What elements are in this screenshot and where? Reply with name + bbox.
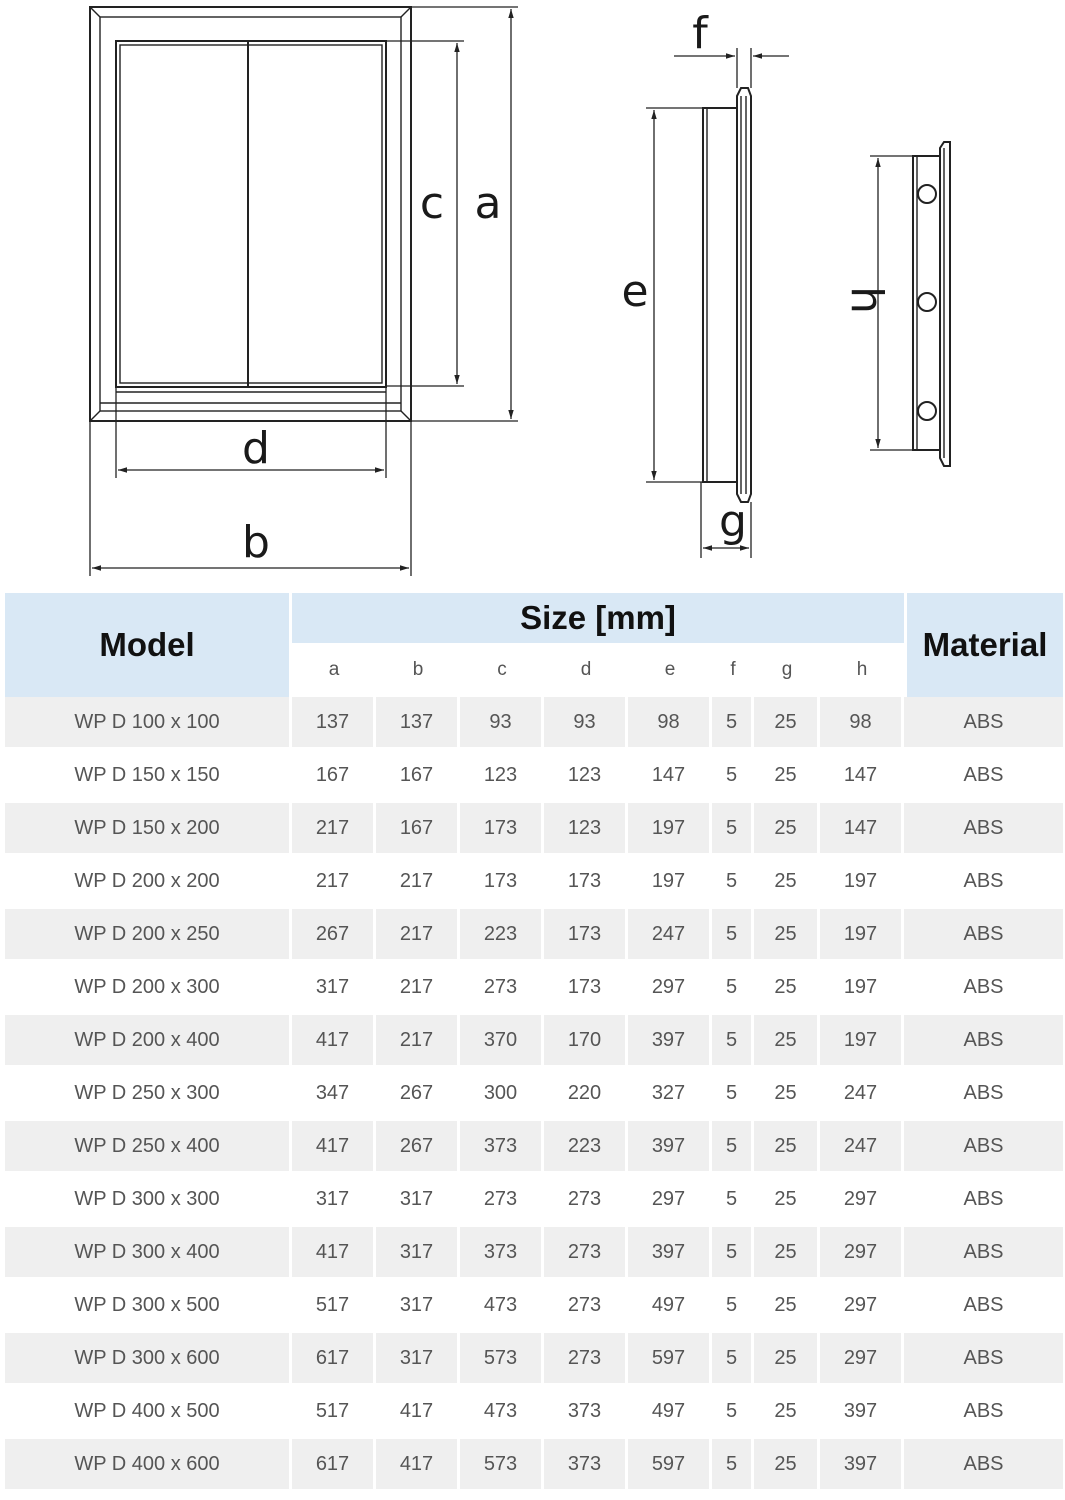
value-cell-d: 373 xyxy=(544,1386,628,1439)
label-a: a xyxy=(474,178,502,229)
table-row xyxy=(5,803,1063,856)
value-cell-f: 5 xyxy=(712,1386,754,1439)
value-cell-a: 417 xyxy=(292,1227,376,1280)
value-cell-b: 137 xyxy=(376,697,460,750)
value-cell-b: 217 xyxy=(376,856,460,909)
value-cell-f: 5 xyxy=(712,856,754,909)
value-cell-e: 397 xyxy=(628,1015,712,1068)
value-cell-c: 173 xyxy=(460,803,544,856)
value-cell-c: 370 xyxy=(460,1015,544,1068)
dim-header-a: a xyxy=(292,643,376,697)
model-cell: WP D 150 x 150 xyxy=(5,750,292,803)
value-cell-e: 297 xyxy=(628,1174,712,1227)
label-b: b xyxy=(242,517,270,568)
value-cell-a: 167 xyxy=(292,750,376,803)
value-cell-c: 273 xyxy=(460,962,544,1015)
value-cell-f: 5 xyxy=(712,803,754,856)
model-cell: WP D 300 x 300 xyxy=(5,1174,292,1227)
label-e: e xyxy=(621,266,649,317)
table-row xyxy=(5,750,1063,803)
value-cell-d: 170 xyxy=(544,1015,628,1068)
value-cell-b: 417 xyxy=(376,1439,460,1492)
model-cell: WP D 400 x 500 xyxy=(5,1386,292,1439)
value-cell-c: 473 xyxy=(460,1280,544,1333)
value-cell-d: 173 xyxy=(544,909,628,962)
model-cell: WP D 100 x 100 xyxy=(5,697,292,750)
model-cell: WP D 300 x 600 xyxy=(5,1333,292,1386)
label-h: h xyxy=(841,286,892,314)
material-cell: ABS xyxy=(904,962,1063,1015)
value-cell-c: 373 xyxy=(460,1227,544,1280)
dimension-h xyxy=(841,156,913,450)
table-row xyxy=(5,1174,1063,1227)
dim-header-b: b xyxy=(376,643,460,697)
value-cell-f: 5 xyxy=(712,1280,754,1333)
table-row xyxy=(5,1280,1063,1333)
value-cell-g: 25 xyxy=(754,856,820,909)
value-cell-d: 173 xyxy=(544,856,628,909)
value-cell-d: 273 xyxy=(544,1280,628,1333)
value-cell-g: 25 xyxy=(754,697,820,750)
table-row xyxy=(5,856,1063,909)
value-cell-c: 473 xyxy=(460,1386,544,1439)
dimension-c xyxy=(386,41,464,386)
dim-header-d: d xyxy=(544,643,628,697)
technical-drawing xyxy=(0,0,1065,590)
value-cell-g: 25 xyxy=(754,962,820,1015)
value-cell-c: 223 xyxy=(460,909,544,962)
table-row xyxy=(5,909,1063,962)
value-cell-g: 25 xyxy=(754,1068,820,1121)
value-cell-f: 5 xyxy=(712,909,754,962)
model-cell: WP D 300 x 400 xyxy=(5,1227,292,1280)
value-cell-e: 197 xyxy=(628,856,712,909)
value-cell-a: 617 xyxy=(292,1439,376,1492)
material-cell: ABS xyxy=(904,1280,1063,1333)
value-cell-e: 597 xyxy=(628,1333,712,1386)
value-cell-h: 297 xyxy=(820,1280,904,1333)
model-cell: WP D 400 x 600 xyxy=(5,1439,292,1492)
front-view xyxy=(90,7,411,421)
model-cell: WP D 200 x 250 xyxy=(5,909,292,962)
label-g: g xyxy=(719,496,747,547)
value-cell-f: 5 xyxy=(712,1068,754,1121)
model-cell: WP D 200 x 300 xyxy=(5,962,292,1015)
material-cell: ABS xyxy=(904,1386,1063,1439)
value-cell-c: 173 xyxy=(460,856,544,909)
value-cell-f: 5 xyxy=(712,1227,754,1280)
value-cell-b: 167 xyxy=(376,803,460,856)
material-cell: ABS xyxy=(904,803,1063,856)
value-cell-c: 123 xyxy=(460,750,544,803)
value-cell-c: 573 xyxy=(460,1333,544,1386)
value-cell-c: 573 xyxy=(460,1439,544,1492)
value-cell-h: 297 xyxy=(820,1174,904,1227)
dim-header-h: h xyxy=(820,643,904,697)
value-cell-h: 397 xyxy=(820,1439,904,1492)
value-cell-e: 397 xyxy=(628,1227,712,1280)
value-cell-h: 98 xyxy=(820,697,904,750)
value-cell-h: 147 xyxy=(820,803,904,856)
value-cell-g: 25 xyxy=(754,1280,820,1333)
value-cell-e: 197 xyxy=(628,803,712,856)
value-cell-d: 273 xyxy=(544,1174,628,1227)
value-cell-e: 497 xyxy=(628,1280,712,1333)
value-cell-b: 167 xyxy=(376,750,460,803)
value-cell-b: 267 xyxy=(376,1068,460,1121)
value-cell-e: 597 xyxy=(628,1439,712,1492)
value-cell-c: 93 xyxy=(460,697,544,750)
value-cell-b: 317 xyxy=(376,1227,460,1280)
value-cell-g: 25 xyxy=(754,803,820,856)
value-cell-h: 197 xyxy=(820,962,904,1015)
value-cell-f: 5 xyxy=(712,1439,754,1492)
value-cell-a: 317 xyxy=(292,1174,376,1227)
dimension-d xyxy=(116,387,386,478)
value-cell-g: 25 xyxy=(754,1333,820,1386)
value-cell-g: 25 xyxy=(754,1227,820,1280)
material-cell: ABS xyxy=(904,1439,1063,1492)
value-cell-g: 25 xyxy=(754,1121,820,1174)
table-row xyxy=(5,1333,1063,1386)
material-cell: ABS xyxy=(904,1174,1063,1227)
value-cell-f: 5 xyxy=(712,1333,754,1386)
value-cell-f: 5 xyxy=(712,1174,754,1227)
value-cell-h: 147 xyxy=(820,750,904,803)
material-cell: ABS xyxy=(904,856,1063,909)
model-cell: WP D 300 x 500 xyxy=(5,1280,292,1333)
value-cell-d: 223 xyxy=(544,1121,628,1174)
value-cell-b: 217 xyxy=(376,909,460,962)
spec-table-body xyxy=(5,697,1063,1492)
value-cell-a: 267 xyxy=(292,909,376,962)
section-view xyxy=(913,142,950,466)
value-cell-b: 317 xyxy=(376,1280,460,1333)
value-cell-d: 273 xyxy=(544,1333,628,1386)
label-f: f xyxy=(692,8,708,59)
label-c: c xyxy=(419,178,445,229)
value-cell-f: 5 xyxy=(712,1121,754,1174)
value-cell-e: 98 xyxy=(628,697,712,750)
model-cell: WP D 200 x 400 xyxy=(5,1015,292,1068)
material-cell: ABS xyxy=(904,1121,1063,1174)
value-cell-g: 25 xyxy=(754,1174,820,1227)
table-row xyxy=(5,1068,1063,1121)
model-cell: WP D 150 x 200 xyxy=(5,803,292,856)
label-d: d xyxy=(242,423,270,474)
value-cell-b: 267 xyxy=(376,1121,460,1174)
value-cell-d: 93 xyxy=(544,697,628,750)
material-cell: ABS xyxy=(904,1333,1063,1386)
dimension-g xyxy=(701,482,751,558)
material-cell: ABS xyxy=(904,1068,1063,1121)
value-cell-h: 297 xyxy=(820,1333,904,1386)
value-cell-e: 147 xyxy=(628,750,712,803)
material-cell: ABS xyxy=(904,1015,1063,1068)
value-cell-h: 197 xyxy=(820,856,904,909)
value-cell-d: 173 xyxy=(544,962,628,1015)
material-cell: ABS xyxy=(904,750,1063,803)
table-row xyxy=(5,1439,1063,1492)
value-cell-a: 217 xyxy=(292,803,376,856)
material-cell: ABS xyxy=(904,1227,1063,1280)
spec-table xyxy=(5,593,1063,1492)
value-cell-g: 25 xyxy=(754,909,820,962)
value-cell-h: 247 xyxy=(820,1068,904,1121)
value-cell-g: 25 xyxy=(754,1386,820,1439)
value-cell-e: 297 xyxy=(628,962,712,1015)
value-cell-a: 417 xyxy=(292,1121,376,1174)
value-cell-d: 373 xyxy=(544,1439,628,1492)
value-cell-d: 273 xyxy=(544,1227,628,1280)
value-cell-a: 347 xyxy=(292,1068,376,1121)
value-cell-g: 25 xyxy=(754,1015,820,1068)
value-cell-a: 617 xyxy=(292,1333,376,1386)
value-cell-b: 317 xyxy=(376,1174,460,1227)
table-row xyxy=(5,1015,1063,1068)
value-cell-f: 5 xyxy=(712,1015,754,1068)
material-cell: ABS xyxy=(904,909,1063,962)
value-cell-f: 5 xyxy=(712,750,754,803)
value-cell-f: 5 xyxy=(712,962,754,1015)
value-cell-b: 417 xyxy=(376,1386,460,1439)
dimension-f xyxy=(674,8,789,88)
value-cell-h: 247 xyxy=(820,1121,904,1174)
material-cell: ABS xyxy=(904,697,1063,750)
value-cell-e: 327 xyxy=(628,1068,712,1121)
value-cell-h: 397 xyxy=(820,1386,904,1439)
model-cell: WP D 250 x 400 xyxy=(5,1121,292,1174)
value-cell-b: 217 xyxy=(376,962,460,1015)
side-view xyxy=(703,88,751,502)
model-header: Model xyxy=(5,593,292,697)
dim-header-c: c xyxy=(460,643,544,697)
value-cell-g: 25 xyxy=(754,750,820,803)
value-cell-h: 297 xyxy=(820,1227,904,1280)
dim-header-g: g xyxy=(754,643,820,697)
value-cell-h: 197 xyxy=(820,1015,904,1068)
value-cell-f: 5 xyxy=(712,697,754,750)
value-cell-c: 373 xyxy=(460,1121,544,1174)
value-cell-e: 397 xyxy=(628,1121,712,1174)
table-row xyxy=(5,1227,1063,1280)
dim-header-f: f xyxy=(712,643,754,697)
value-cell-g: 25 xyxy=(754,1439,820,1492)
value-cell-a: 517 xyxy=(292,1280,376,1333)
value-cell-c: 273 xyxy=(460,1174,544,1227)
value-cell-d: 123 xyxy=(544,803,628,856)
value-cell-a: 317 xyxy=(292,962,376,1015)
value-cell-h: 197 xyxy=(820,909,904,962)
material-header: Material xyxy=(904,593,1063,697)
dim-header-e: e xyxy=(628,643,712,697)
value-cell-d: 123 xyxy=(544,750,628,803)
value-cell-a: 417 xyxy=(292,1015,376,1068)
value-cell-b: 317 xyxy=(376,1333,460,1386)
value-cell-e: 497 xyxy=(628,1386,712,1439)
model-cell: WP D 200 x 200 xyxy=(5,856,292,909)
model-cell: WP D 250 x 300 xyxy=(5,1068,292,1121)
table-row xyxy=(5,1121,1063,1174)
value-cell-c: 300 xyxy=(460,1068,544,1121)
value-cell-d: 220 xyxy=(544,1068,628,1121)
table-row xyxy=(5,1386,1063,1439)
table-row xyxy=(5,962,1063,1015)
value-cell-b: 217 xyxy=(376,1015,460,1068)
dimension-e xyxy=(621,108,703,482)
value-cell-a: 217 xyxy=(292,856,376,909)
table-row xyxy=(5,697,1063,750)
value-cell-a: 137 xyxy=(292,697,376,750)
size-header: Size [mm] xyxy=(292,593,904,643)
value-cell-a: 517 xyxy=(292,1386,376,1439)
value-cell-e: 247 xyxy=(628,909,712,962)
